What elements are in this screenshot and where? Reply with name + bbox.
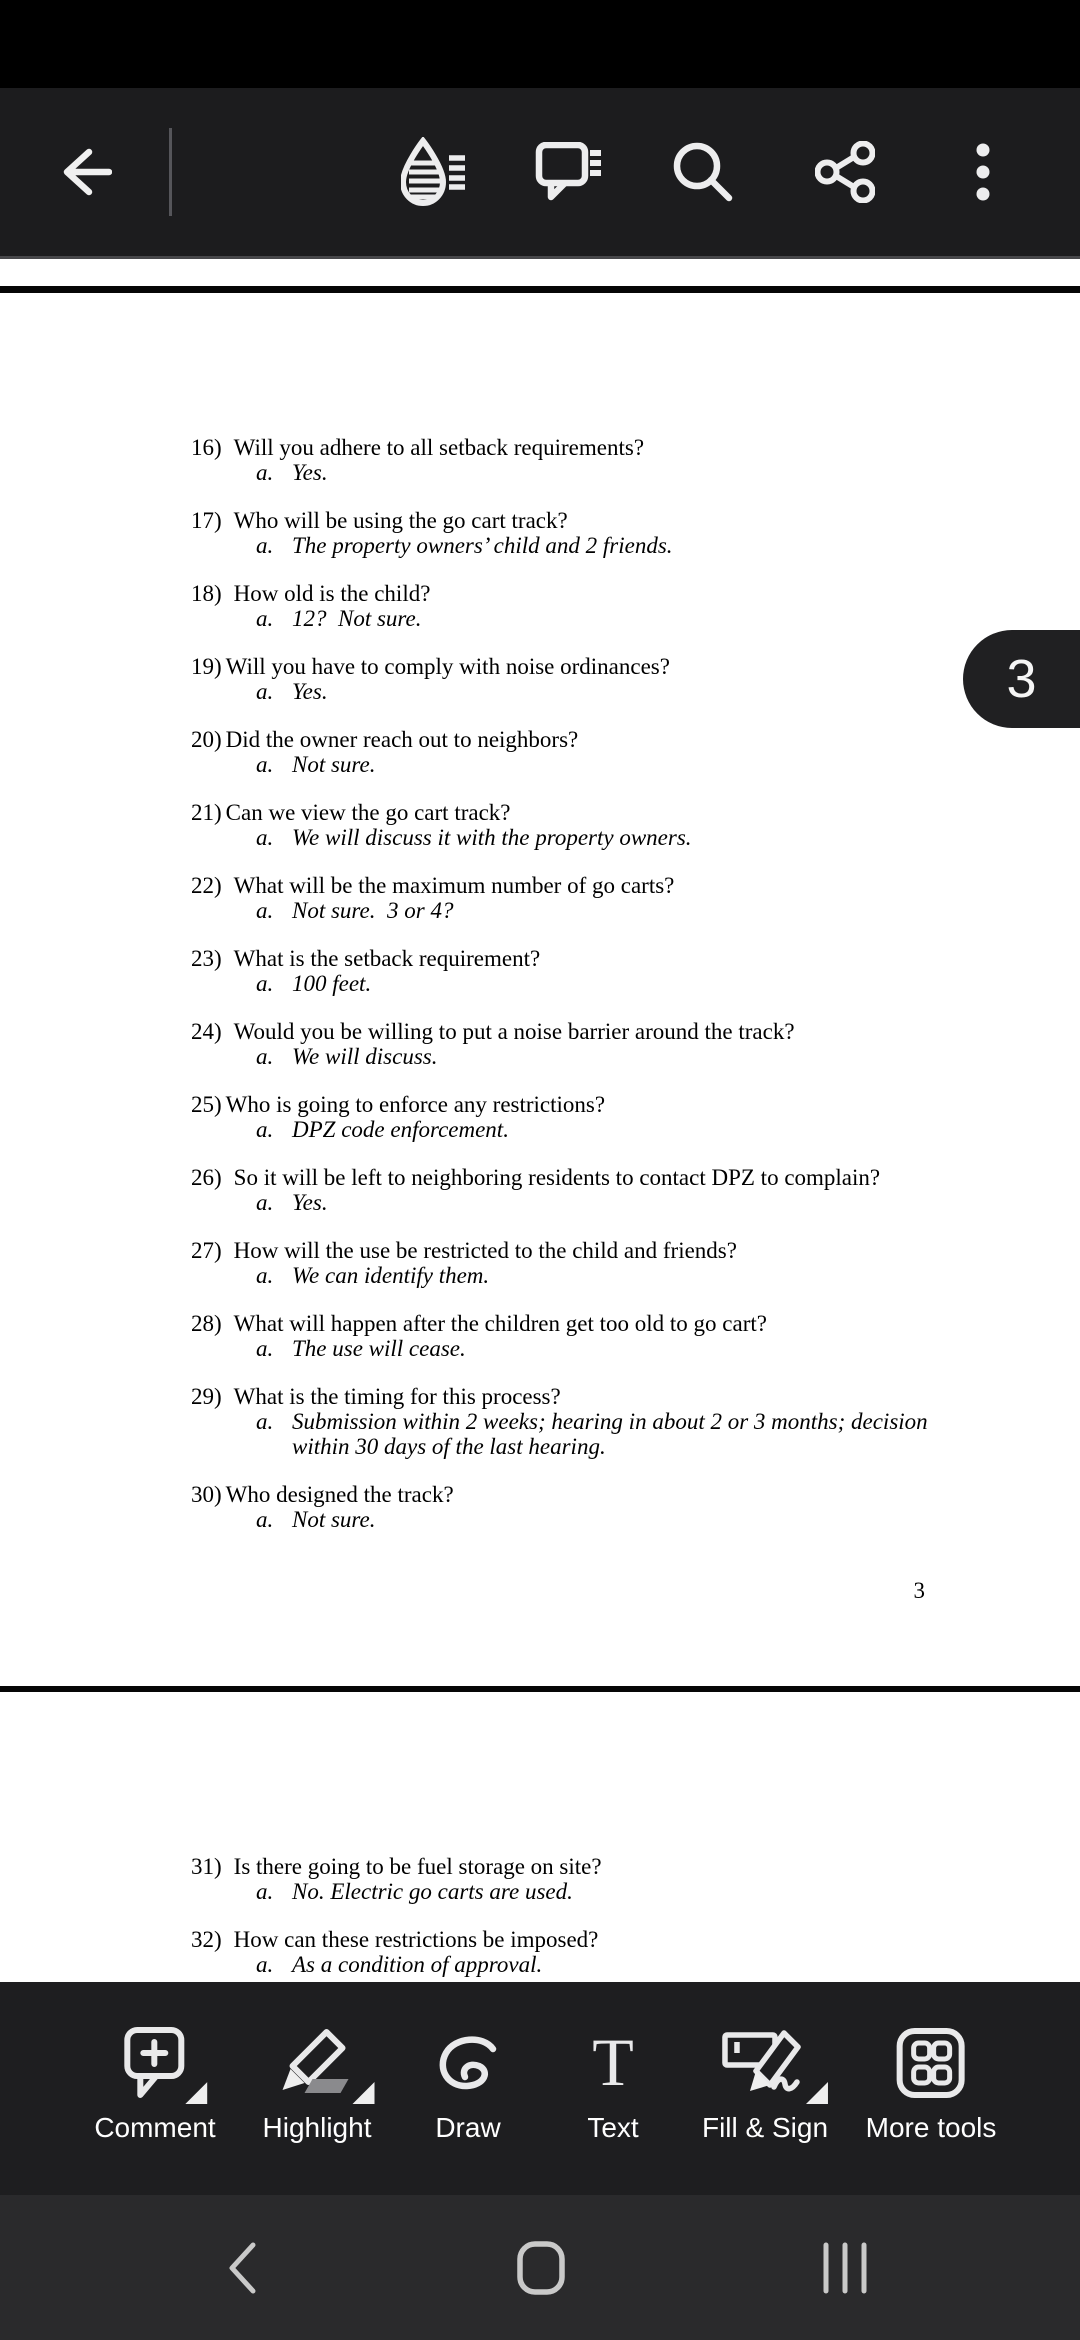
qa-item xyxy=(191,800,1080,850)
question-number: 20) xyxy=(191,727,222,752)
tool-fill-sign-label: Fill & Sign xyxy=(701,2112,829,2143)
submenu-triangle-icon xyxy=(353,2082,375,2104)
answer-line xyxy=(256,898,1080,923)
back-arrow-icon xyxy=(54,143,112,201)
question-number: 30) xyxy=(191,1482,222,1507)
answer-text: The use will cease. xyxy=(292,1336,466,1361)
answer-line xyxy=(256,1117,1080,1142)
answer-line xyxy=(256,1044,1080,1069)
question-line xyxy=(191,654,1080,679)
nav-back-icon xyxy=(223,2240,259,2296)
answer-marker: a. xyxy=(256,898,274,923)
tool-highlight-label: Highlight xyxy=(262,2112,372,2143)
answer-text: Not sure. 3 or 4? xyxy=(292,898,454,923)
qa-item xyxy=(191,581,1080,631)
answer-marker: a. xyxy=(256,679,274,704)
question-number: 25) xyxy=(191,1092,222,1117)
question-text: Is there going to be fuel storage on site? xyxy=(233,1854,602,1879)
qa-item xyxy=(191,727,1080,777)
answer-line xyxy=(256,1190,1080,1215)
question-text: How old is the child? xyxy=(233,581,431,606)
bottom-toolbar xyxy=(0,1982,1080,2195)
answer-text: Not sure. xyxy=(292,752,376,777)
question-number: 32) xyxy=(191,1927,222,1952)
question-text: What is the timing for this process? xyxy=(233,1384,561,1409)
qa-item xyxy=(191,1482,1080,1532)
answer-text: Yes. xyxy=(292,460,328,485)
qa-item xyxy=(191,1311,1080,1361)
question-number: 27) xyxy=(191,1238,222,1263)
answer-marker: a. xyxy=(256,606,274,631)
status-bar xyxy=(0,0,1080,88)
answer-marker: a. xyxy=(256,1336,274,1361)
answer-text: We will discuss. xyxy=(292,1044,438,1069)
question-number: 31) xyxy=(191,1854,222,1879)
answer-line xyxy=(256,679,1080,704)
question-text: What will be the maximum number of go carts? xyxy=(233,873,675,898)
tool-highlight[interactable] xyxy=(263,2022,372,2144)
question-line xyxy=(191,1927,1080,1952)
question-line xyxy=(191,1311,1080,1336)
qa-item xyxy=(191,1384,1080,1459)
page-number-badge-label: 3 xyxy=(1006,649,1037,709)
question-number: 28) xyxy=(191,1311,222,1336)
tool-more-tools[interactable] xyxy=(866,2022,997,2144)
text-icon xyxy=(583,2029,643,2097)
question-number: 24) xyxy=(191,1019,222,1044)
page-2-bottom-edge xyxy=(0,259,1080,286)
pdf-page-3[interactable] xyxy=(0,293,1080,1686)
answer-line xyxy=(256,1409,1080,1459)
question-number: 22) xyxy=(191,873,222,898)
comment-add-icon xyxy=(123,2026,187,2100)
page-number-badge[interactable] xyxy=(963,630,1080,728)
question-line xyxy=(191,1019,1080,1044)
answer-text: As a condition of approval. xyxy=(292,1952,543,1977)
comments-button[interactable] xyxy=(527,88,611,256)
question-number: 23) xyxy=(191,946,222,971)
tool-draw-label: Draw xyxy=(435,2112,501,2143)
answer-text: Not sure. xyxy=(292,1507,376,1532)
qa-item xyxy=(191,946,1080,996)
question-line xyxy=(191,1854,1080,1879)
question-text: What is the setback requirement? xyxy=(233,946,541,971)
qa-item xyxy=(191,435,1080,485)
question-number: 16) xyxy=(191,435,222,460)
tool-draw[interactable] xyxy=(433,2022,503,2144)
answer-text: We will discuss it with the property owners. xyxy=(292,825,692,850)
question-line xyxy=(191,727,1080,752)
question-line xyxy=(191,1384,1080,1409)
answer-text: Yes. xyxy=(292,1190,328,1215)
answer-line xyxy=(256,606,1080,631)
page-footer-number: 3 xyxy=(913,1578,925,1603)
question-line xyxy=(191,508,1080,533)
question-line xyxy=(191,873,1080,898)
answer-marker: a. xyxy=(256,825,274,850)
question-line xyxy=(191,1092,1080,1117)
share-button[interactable] xyxy=(803,88,887,256)
qa-item xyxy=(191,1854,1080,1904)
liquid-mode-button[interactable] xyxy=(392,88,476,256)
submenu-triangle-icon xyxy=(806,2082,828,2104)
question-line xyxy=(191,1482,1080,1507)
answer-marker: a. xyxy=(256,1879,274,1904)
answer-marker: a. xyxy=(256,1263,274,1288)
nav-recents-button[interactable] xyxy=(795,2195,895,2340)
qa-item xyxy=(191,873,1080,923)
answer-line xyxy=(256,1263,1080,1288)
question-text: Can we view the go cart track? xyxy=(225,800,511,825)
answer-text: We can identify them. xyxy=(292,1263,490,1288)
question-number: 29) xyxy=(191,1384,222,1409)
overflow-menu-icon xyxy=(976,142,990,202)
submenu-triangle-icon xyxy=(185,2082,207,2104)
tool-more-tools-label: More tools xyxy=(865,2112,997,2143)
question-number: 17) xyxy=(191,508,222,533)
question-line xyxy=(191,581,1080,606)
tool-text-label: Text xyxy=(587,2112,639,2143)
answer-line xyxy=(256,1336,1080,1361)
answer-marker: a. xyxy=(256,1409,274,1434)
qa-item xyxy=(191,654,1080,704)
draw-icon xyxy=(433,2033,503,2093)
question-number: 19) xyxy=(191,654,222,679)
toolbar-divider xyxy=(169,128,172,216)
qa-list xyxy=(191,1854,1080,1977)
page-separator xyxy=(0,286,1080,293)
answer-line xyxy=(256,1507,1080,1532)
android-nav-bar xyxy=(0,2195,1080,2340)
question-number: 21) xyxy=(191,800,222,825)
answer-marker: a. xyxy=(256,1044,274,1069)
overflow-menu-button[interactable] xyxy=(941,88,1025,256)
more-tools-icon xyxy=(896,2027,966,2099)
liquid-mode-icon xyxy=(401,137,467,207)
qa-item xyxy=(191,1092,1080,1142)
answer-text: Yes. xyxy=(292,679,328,704)
question-number: 18) xyxy=(191,581,222,606)
share-icon xyxy=(815,141,875,203)
question-text: Who designed the track? xyxy=(225,1482,454,1507)
question-text: So it will be left to neighboring residents to contact DPZ to complain? xyxy=(233,1165,881,1190)
answer-line xyxy=(256,1952,1080,1977)
answer-text: Submission within 2 weeks; hearing in about 2 or 3 months; decision within 30 days of the last hearing. xyxy=(292,1409,928,1459)
question-line xyxy=(191,435,1080,460)
question-text: Will you have to comply with noise ordinances? xyxy=(225,654,670,679)
question-line xyxy=(191,800,1080,825)
qa-item xyxy=(191,1927,1080,1977)
question-text: Will you adhere to all setback requirements? xyxy=(233,435,645,460)
app-toolbar xyxy=(0,88,1080,259)
answer-line xyxy=(256,533,1080,558)
answer-line xyxy=(256,460,1080,485)
answer-line xyxy=(256,825,1080,850)
nav-recents-icon xyxy=(821,2242,869,2294)
highlighter-icon xyxy=(279,2027,355,2099)
document-area[interactable] xyxy=(0,259,1080,1982)
search-icon xyxy=(673,142,733,202)
qa-item xyxy=(191,1165,1080,1215)
answer-line xyxy=(256,1879,1080,1904)
question-text: Who is going to enforce any restrictions? xyxy=(225,1092,606,1117)
answer-text: 100 feet. xyxy=(292,971,372,996)
answer-marker: a. xyxy=(256,1507,274,1532)
answer-marker: a. xyxy=(256,1117,274,1142)
nav-back-button[interactable] xyxy=(191,2195,291,2340)
question-line xyxy=(191,1238,1080,1263)
answer-marker: a. xyxy=(256,460,274,485)
question-text: Who will be using the go cart track? xyxy=(233,508,568,533)
tool-comment-label: Comment xyxy=(94,2112,216,2143)
question-text: Did the owner reach out to neighbors? xyxy=(225,727,579,752)
answer-marker: a. xyxy=(256,1190,274,1215)
back-button[interactable] xyxy=(41,88,125,256)
answer-marker: a. xyxy=(256,533,274,558)
answer-marker: a. xyxy=(256,1952,274,1977)
answer-text: No. Electric go carts are used. xyxy=(292,1879,573,1904)
qa-item xyxy=(191,1019,1080,1069)
tool-fill-sign[interactable] xyxy=(702,2022,828,2144)
nav-home-button[interactable] xyxy=(491,2195,591,2340)
qa-list xyxy=(191,435,1080,1532)
question-number: 26) xyxy=(191,1165,222,1190)
search-button[interactable] xyxy=(661,88,745,256)
tool-comment[interactable] xyxy=(94,2022,215,2144)
question-line xyxy=(191,1165,1080,1190)
tool-text[interactable] xyxy=(583,2022,643,2144)
question-line xyxy=(191,946,1080,971)
comments-icon xyxy=(535,142,603,202)
answer-marker: a. xyxy=(256,752,274,777)
question-text: Would you be willing to put a noise barrier around the track? xyxy=(233,1019,795,1044)
answer-line xyxy=(256,752,1080,777)
question-text: What will happen after the children get too old to go cart? xyxy=(233,1311,767,1336)
answer-marker: a. xyxy=(256,971,274,996)
nav-home-icon xyxy=(516,2240,566,2296)
qa-item xyxy=(191,508,1080,558)
svg-text:T: T xyxy=(592,2029,634,2097)
answer-text: The property owners’ child and 2 friends. xyxy=(292,533,673,558)
answer-line xyxy=(256,971,1080,996)
pdf-page-4[interactable] xyxy=(0,1692,1080,1981)
fill-sign-icon xyxy=(722,2027,808,2099)
answer-text: 12? Not sure. xyxy=(292,606,422,631)
question-text: How will the use be restricted to the child and friends? xyxy=(233,1238,737,1263)
question-text: How can these restrictions be imposed? xyxy=(233,1927,599,1952)
answer-text: DPZ code enforcement. xyxy=(292,1117,509,1142)
qa-item xyxy=(191,1238,1080,1288)
